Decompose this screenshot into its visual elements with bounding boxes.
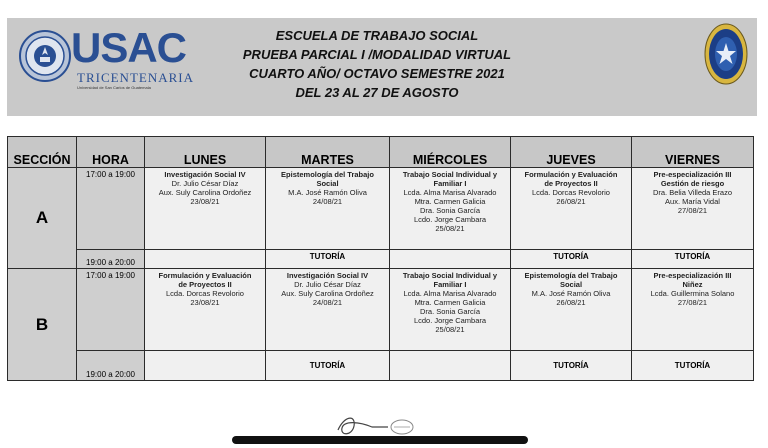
tutoria-cell: TUTORÍA (632, 351, 754, 381)
instructor-name: Lcda. Guillermina Solano (650, 289, 735, 298)
col-header-hora: HORA (77, 137, 145, 168)
course-title: Pre-especialización III (653, 170, 732, 179)
course-title: de Proyectos II (544, 179, 598, 188)
col-header-lunes: LUNES (145, 137, 266, 168)
tutoria-cell: TUTORÍA (511, 250, 632, 269)
instructor-name: M.A. José Ramón Oliva (288, 188, 367, 197)
instructor-name: Dr. Julio César Díaz (294, 280, 361, 289)
instructor-name: Aux. Suly Carolina Ordoñez (158, 188, 252, 197)
course-title: Niñez (682, 280, 703, 289)
empty-cell (145, 351, 266, 381)
instructor-name: Dr. Julio César Díaz (171, 179, 239, 188)
course-title: Familiar I (433, 280, 467, 289)
title-line-3: CUARTO AÑO/ OCTAVO SEMESTRE 2021 (249, 66, 505, 81)
home-indicator-bar (232, 436, 528, 444)
course-date: 27/08/21 (677, 206, 708, 215)
instructor-name: Aux. Suly Carolina Ordoñez (281, 289, 374, 298)
instructor-name: Aux. María Vidal (665, 197, 720, 206)
title-line-2: PRUEBA PARCIAL I /MODALIDAD VIRTUAL (242, 47, 512, 62)
usac-logo (17, 26, 192, 96)
course-title: Epistemología del Trabajo (281, 170, 374, 179)
empty-cell (390, 351, 511, 381)
course-cell-viernes (632, 269, 754, 351)
instructor-name: Lcdo. Jorge Cambara (413, 215, 487, 224)
instructor-name: Lcda. Alma Marisa Alvarado (403, 289, 497, 298)
title-line-1: ESCUELA DE TRABAJO SOCIAL (275, 28, 479, 43)
tutoria-cell: TUTORÍA (266, 351, 390, 381)
instructor-name: Lcda. Dorcas Revolorio (166, 289, 244, 298)
course-title: Formulación y Evaluación (158, 271, 252, 280)
table-row (8, 168, 754, 250)
instructor-name: M.A. José Ramón Oliva (531, 289, 611, 298)
instructor-name: Lcdo. Jorge Cambara (413, 316, 487, 325)
instructor-name: Mtra. Carmen Galicia (414, 197, 486, 206)
time-slot: 19:00 a 20:00 (77, 250, 145, 269)
course-cell-miercoles (390, 168, 511, 250)
course-title: Epistemología del Trabajo (524, 271, 618, 280)
time-slot: 17:00 a 19:00 (77, 168, 145, 250)
logo-subtitle: Universidad de San Carlos de Guatemala (77, 85, 151, 90)
course-title: de Proyectos II (178, 280, 232, 289)
col-header-miercoles: MIÉRCOLES (390, 137, 511, 168)
course-title: Familiar I (433, 179, 467, 188)
empty-cell (145, 250, 266, 269)
course-date: 26/08/21 (556, 298, 586, 307)
empty-cell (390, 250, 511, 269)
course-date: 24/08/21 (312, 197, 343, 206)
course-cell-viernes (632, 168, 754, 250)
section-label: A (8, 168, 77, 269)
course-title: Social (559, 280, 583, 289)
col-header-viernes: VIERNES (632, 137, 754, 168)
tutoria-cell: TUTORÍA (511, 351, 632, 381)
course-date: 25/08/21 (435, 224, 465, 233)
instructor-name: Dra. Belia Villeda Erazo (652, 188, 733, 197)
table-row (8, 351, 754, 381)
col-header-jueves: JUEVES (511, 137, 632, 168)
course-date: 25/08/21 (435, 325, 465, 334)
document-title (197, 26, 557, 102)
tutoria-cell: TUTORÍA (266, 250, 390, 269)
course-date: 27/08/21 (677, 298, 708, 307)
course-cell-martes (266, 269, 390, 351)
instructor-name: Dra. Sonia García (419, 206, 481, 215)
course-cell-miercoles (390, 269, 511, 351)
course-title: Formulación y Evaluación (524, 170, 618, 179)
course-cell-lunes (145, 269, 266, 351)
section-label: B (8, 269, 77, 381)
table-row (8, 269, 754, 351)
tutoria-cell: TUTORÍA (632, 250, 754, 269)
school-seal-icon (704, 23, 748, 85)
course-cell-martes (266, 168, 390, 250)
course-cell-jueves (511, 168, 632, 250)
course-title: Trabajo Social Individual y (402, 271, 498, 280)
course-title: Pre-especialización III (653, 271, 732, 280)
university-seal-icon (19, 30, 71, 82)
instructor-name: Mtra. Carmen Galicia (414, 298, 486, 307)
document-header (7, 18, 757, 116)
schedule-table (7, 136, 754, 381)
course-date: 24/08/21 (312, 298, 343, 307)
course-cell-lunes (145, 168, 266, 250)
course-date: 23/08/21 (190, 298, 220, 307)
instructor-name: Lcda. Dorcas Revolorio (532, 188, 610, 197)
course-cell-jueves (511, 269, 632, 351)
course-title: Investigación Social IV (164, 170, 246, 179)
course-title: Gestión de riesgo (660, 179, 725, 188)
title-line-4: DEL 23 AL 27 DE AGOSTO (295, 85, 459, 100)
header-row (8, 137, 754, 168)
time-slot: 19:00 a 20:00 (77, 351, 145, 381)
instructor-name: Lcda. Alma Marisa Alvarado (403, 188, 497, 197)
instructor-name: Dra. Sonia García (419, 307, 481, 316)
col-header-martes: MARTES (266, 137, 390, 168)
logo-tagline: TRICENTENARIA (77, 70, 194, 85)
course-date: 26/08/21 (556, 197, 586, 206)
course-title: Investigación Social IV (286, 271, 369, 280)
course-title: Social (316, 179, 339, 188)
logo-wordmark: USAC (71, 24, 187, 71)
col-header-seccion: SECCIÓN (8, 137, 77, 168)
course-title: Trabajo Social Individual y (402, 170, 498, 179)
course-date: 23/08/21 (190, 197, 220, 206)
table-row (8, 250, 754, 269)
time-slot: 17:00 a 19:00 (77, 269, 145, 351)
